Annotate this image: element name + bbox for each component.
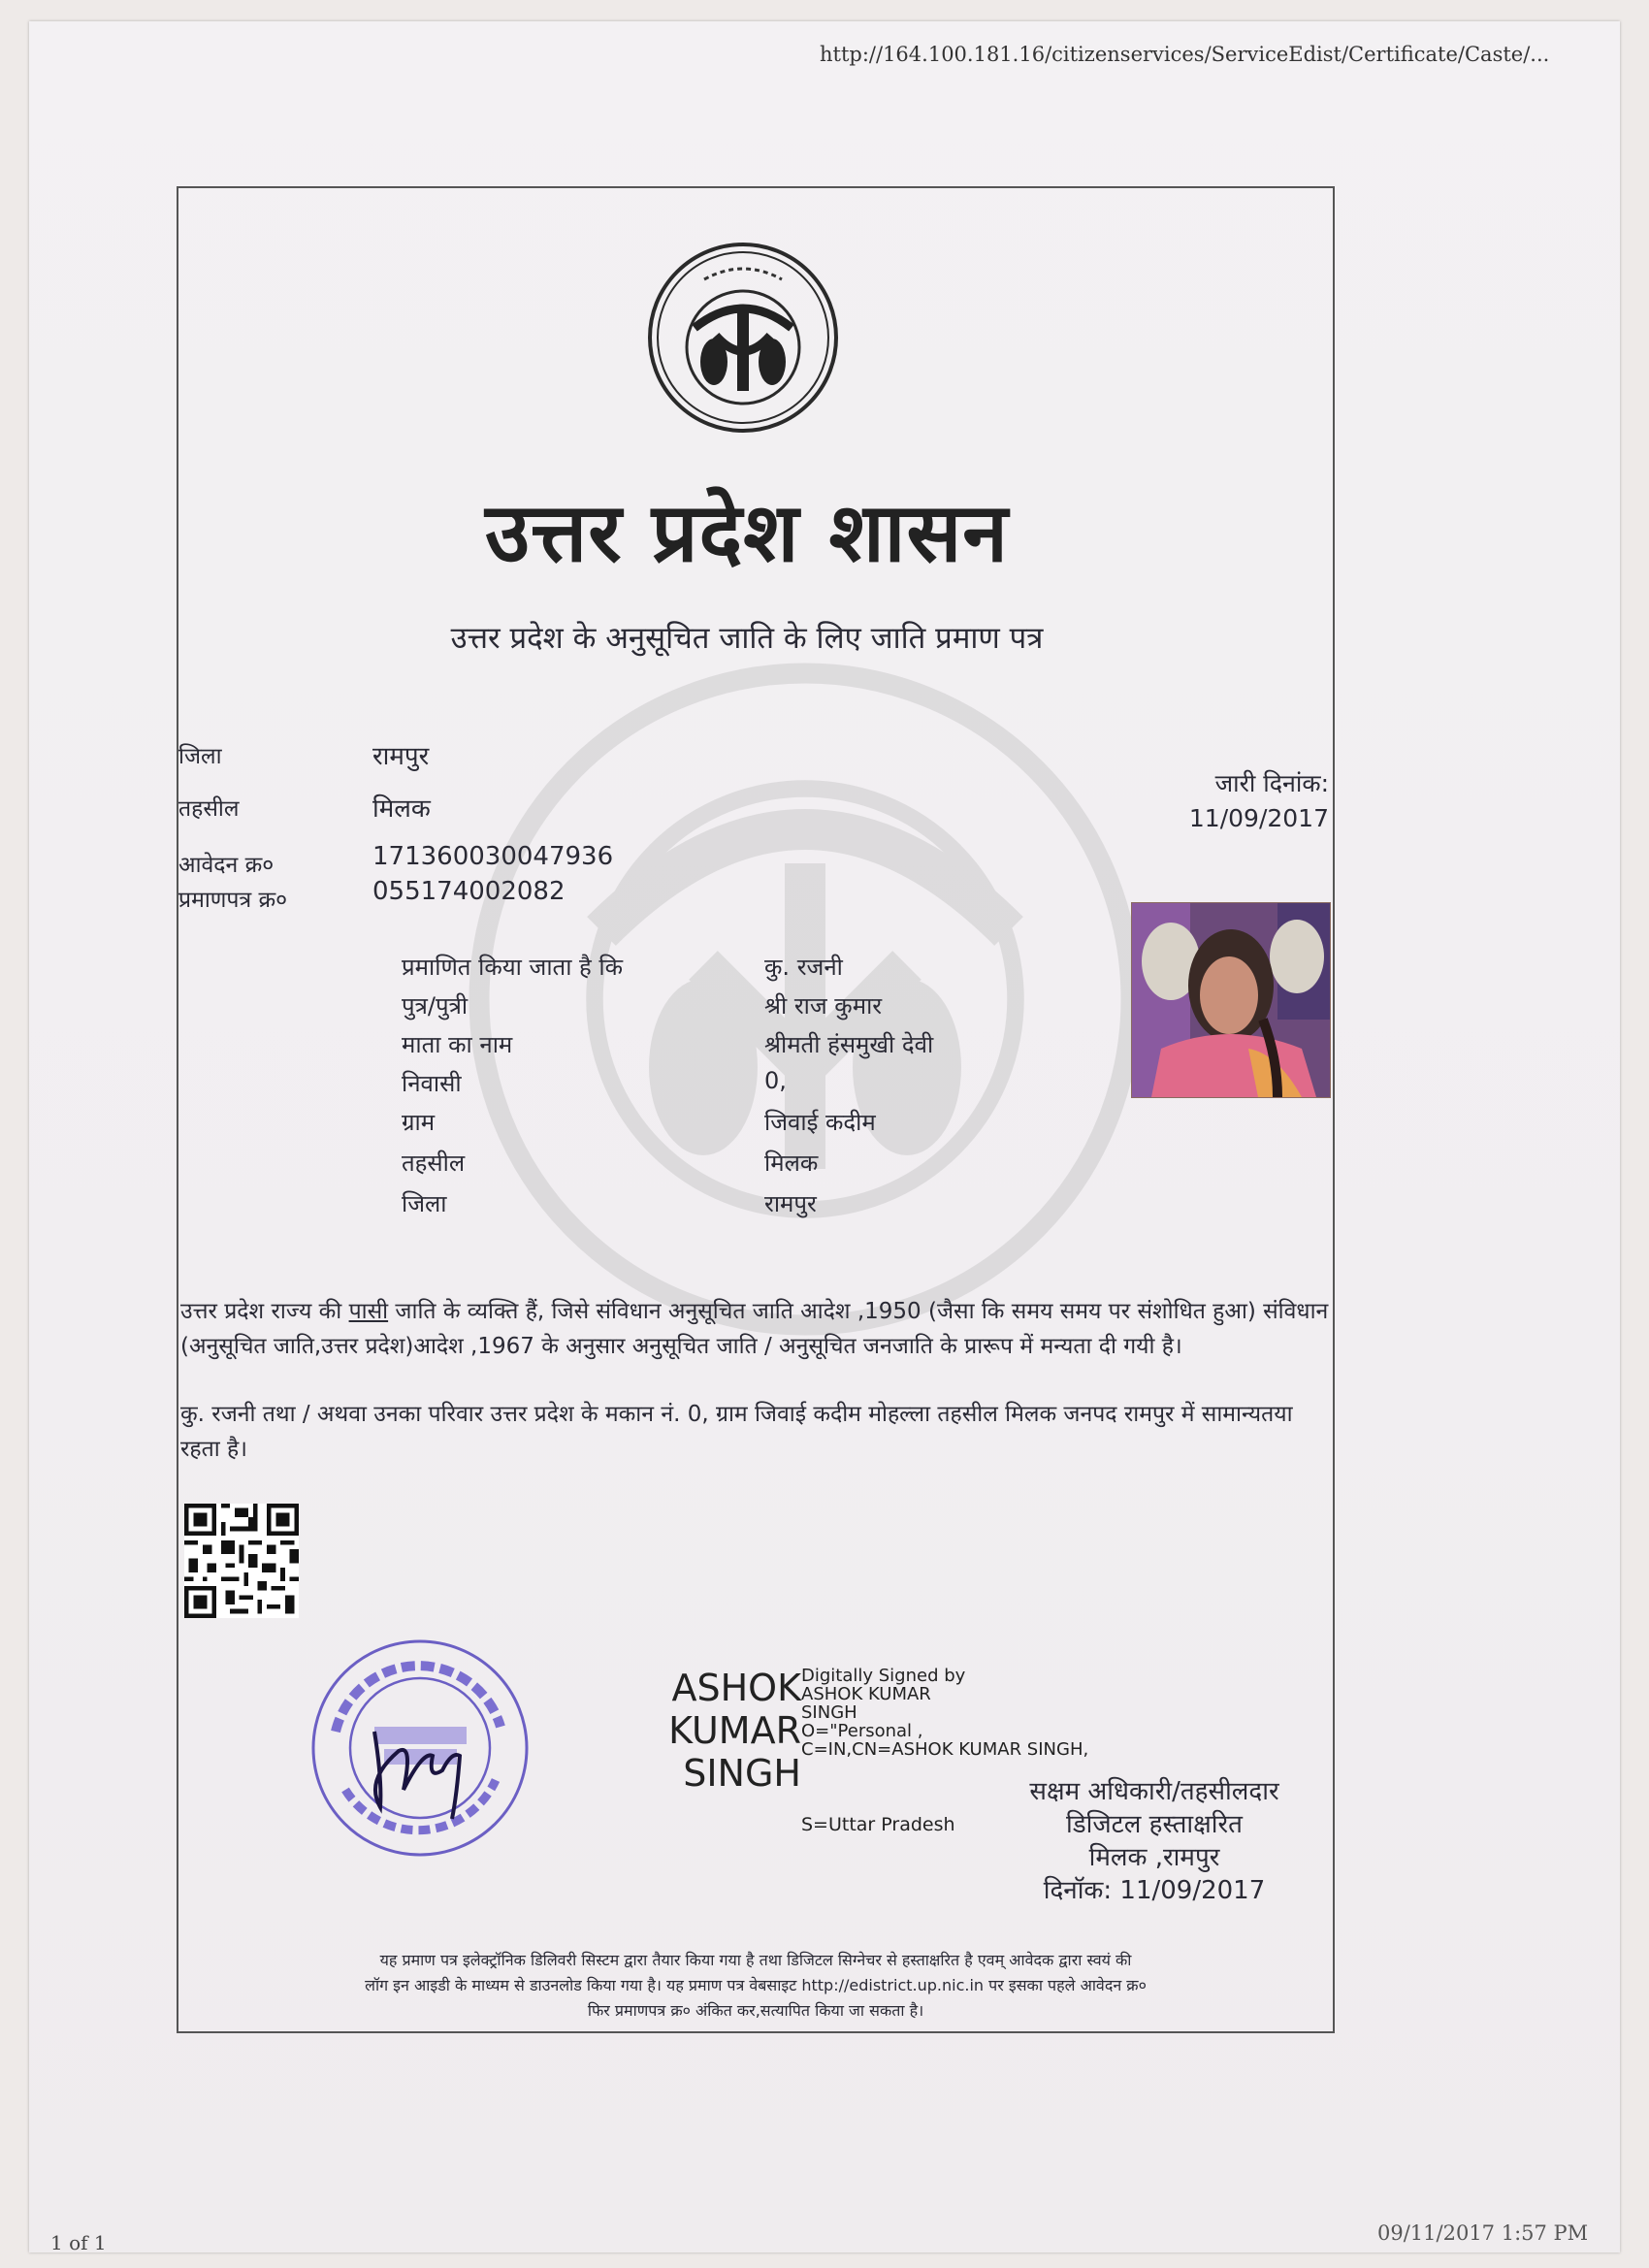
signer-name-line-3: SINGH [683,1752,801,1795]
officer-date: दिनॉक: 11/09/2017 [1043,1876,1266,1905]
detail-value-village: जिवाई कदीम [764,1109,876,1136]
signature-detail-line-4: O="Personal , [801,1721,923,1741]
application-number-label: आवेदन क्र० [178,853,275,878]
signature-state: S=Uttar Pradesh [801,1814,955,1835]
verification-notice [180,1948,1331,2024]
detail-label-district: जिला [402,1190,447,1217]
digital-signature-details [801,1667,1088,1759]
residence-paragraph: कु. रजनी तथा / अथवा उनका परिवार उत्तर प्रदेश के मकान नं. 0, ग्राम जिवाई कदीम मोहल्ला तहसील मिलक जनपद रामपुर में सामान्यतया रहता है। [180,1402,1293,1462]
officer-designation: सक्षम अधिकारी/तहसीलदार [1029,1777,1279,1806]
detail-value-father: श्री राज कुमार [764,992,883,1020]
tehsil-value: मिलक [372,794,431,824]
issue-date-value: 11/09/2017 [1188,804,1329,832]
district-label: जिला [178,744,222,769]
certificate-subtitle: उत्तर प्रदेश के अनुसूचित जाति के लिए जाति प्रमाण पत्र [450,621,1044,656]
notice-line-2: लॉग इन आइडी के माध्यम से डाउनलोड किया गया है। यह प्रमाण पत्र वेबसाइट http://edistrict.up.nic.in पर इसका पहले आवेदन क्र० [365,1976,1147,1994]
signer-name-line-1: ASHOK [671,1667,801,1709]
signature-detail-line-5: C=IN,CN=ASHOK KUMAR SINGH, [801,1739,1089,1760]
statement-text-end: जाति के व्यक्ति हैं, जिसे संविधान अनुसूचित जाति आदेश ,1950 (जैसा कि समय समय पर संशोधित हुआ) संविधान (अनुसूचित जाति,उत्तर प्रदेश)आदेश ,1967 के अनुसार अनुसूचित जाति / अनुसूचित जनजाति के प्रारूप में मन्यता दी गयी है। [180,1299,1329,1359]
officer-signed-note: डिजिटल हस्ताक्षरित [1066,1810,1243,1839]
detail-value-resident: 0, [764,1067,787,1094]
signature-detail-line-3: SINGH [801,1702,857,1723]
print-timestamp: 09/11/2017 1:57 PM [1377,2221,1589,2245]
up-government-emblem-icon [646,241,840,435]
page-url: http://164.100.181.16/citizenservices/ServiceEdist/Certificate/Caste/... [820,43,1550,66]
signature-detail-line-2: ASHOK KUMAR [801,1684,931,1704]
qr-code-icon [182,1504,301,1618]
detail-label-child-of: पुत्र/पुत्री [402,992,469,1020]
detail-value-name: कु. रजनी [764,954,843,981]
detail-label-village: ग्राम [402,1109,436,1136]
officer-location: मिलक ,रामपुर [1088,1843,1220,1872]
detail-label-tehsil: तहसील [402,1150,466,1177]
office-stamp-with-signature [307,1635,534,1862]
statement-text-start: उत्तर प्रदेश राज्य की [180,1299,349,1324]
signature-detail-line-1: Digitally Signed by [801,1666,966,1686]
signer-name-line-2: KUMAR [668,1709,801,1752]
detail-value-mother: श्रीमती हंसमुखी देवी [764,1031,934,1058]
page-count: 1 of 1 [50,2231,107,2254]
digital-signer-name [656,1667,801,1795]
notice-line-3: फिर प्रमाणपत्र क्र० अंकित कर,सत्यापित किया जा सकता है। [587,2001,924,2020]
application-number-value: 171360030047936 [372,842,614,871]
statement-caste-name: पासी [348,1299,389,1324]
district-value: रामपुर [372,742,430,771]
issuing-officer-block [980,1775,1329,1907]
issue-date-block [1154,766,1329,836]
certificate-number-label: प्रमाणपत्र क्र० [178,888,288,913]
certificate-heading: उत्तर प्रदेश शासन [485,484,1009,580]
applicant-photo [1131,902,1331,1098]
detail-value-tehsil: मिलक [764,1150,819,1177]
notice-line-1: यह प्रमाण पत्र इलेक्ट्रॉनिक डिलिवरी सिस्टम द्वारा तैयार किया गया है तथा डिजिटल सिग्नेचर से हस्ताक्षरित है एवम् आवेदक द्वारा स्वयं की [379,1951,1132,1969]
issue-date-label: जारी दिनांक: [1214,769,1329,797]
detail-label-certified: प्रमाणित किया जाता है कि [402,954,624,981]
tehsil-label: तहसील [178,796,240,822]
certificate-number-value: 055174002082 [372,877,566,906]
applicant-photo-image [1132,903,1330,1097]
caste-statement-paragraph [180,1294,1331,1364]
detail-label-resident: निवासी [402,1070,462,1097]
detail-value-district: रामपुर [764,1190,817,1217]
detail-label-mother: माता का नाम [402,1031,513,1058]
